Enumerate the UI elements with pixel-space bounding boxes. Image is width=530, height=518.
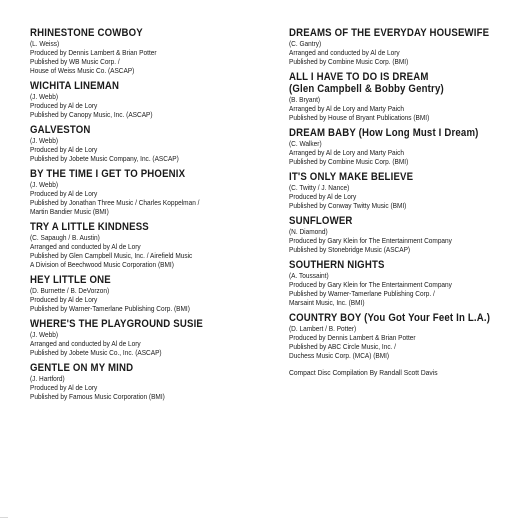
song-title-continued: (Glen Campbell & Bobby Gentry) xyxy=(289,83,444,95)
song-credit-line: Produced by Dennis Lambert & Brian Potter xyxy=(30,48,157,57)
left-column xyxy=(30,27,266,406)
song-title: GALVESTON xyxy=(30,124,91,136)
song-title: DREAMS OF THE EVERYDAY HOUSEWIFE xyxy=(289,27,490,39)
song-writers: (C. Gantry) xyxy=(289,39,322,48)
song-title: RHINESTONE COWBOY xyxy=(30,27,143,39)
song-entry xyxy=(289,259,525,307)
song-title: SUNFLOWER xyxy=(289,215,353,227)
song-entry xyxy=(30,80,266,119)
song-entry xyxy=(30,221,266,269)
song-credit-line: Published by Stonebridge Music (ASCAP) xyxy=(289,245,411,254)
right-column xyxy=(289,27,525,377)
song-writers: (J. Hartford) xyxy=(30,374,65,383)
song-writers: (L. Weiss) xyxy=(30,39,60,48)
song-credit-line: Duchess Music Corp. (MCA) (BMI) xyxy=(289,351,390,360)
song-credit-line: Arranged and conducted by Al de Lory xyxy=(289,48,400,57)
song-credit-line: Published by Conway Twitty Music (BMI) xyxy=(289,201,407,210)
song-credit-line: Produced by Gary Klein for The Entertainment Company xyxy=(289,236,452,245)
song-credit-line: Produced by Al de Lory xyxy=(30,295,98,304)
song-credit-line: Published by Canopy Music, Inc. (ASCAP) xyxy=(30,110,153,119)
song-title: HEY LITTLE ONE xyxy=(30,274,111,286)
song-credit-line: Published by WB Music Corp. / xyxy=(30,57,120,66)
song-entry xyxy=(30,168,266,216)
song-credit-line: Produced by Al de Lory xyxy=(30,189,98,198)
song-credit-line: Arranged by Al de Lory and Marty Paich xyxy=(289,104,404,113)
song-writers: (C. Sapaugh / B. Austin) xyxy=(30,233,100,242)
song-writers: (D. Lambert / B. Potter) xyxy=(289,324,357,333)
song-credit-line: Published by Warner-Tamerlane Publishing Corp. (BMI) xyxy=(30,304,190,313)
song-entry xyxy=(30,274,266,313)
song-writers: (A. Toussaint) xyxy=(289,271,329,280)
song-credit-line: A Division of Beechwood Music Corporation (BMI) xyxy=(30,260,174,269)
song-entry xyxy=(30,318,266,357)
song-title: IT'S ONLY MAKE BELIEVE xyxy=(289,171,414,183)
song-credit-line: Published by ABC Circle Music, Inc. / xyxy=(289,342,397,351)
song-title: TRY A LITTLE KINDNESS xyxy=(30,221,149,233)
song-credit-line: Arranged and conducted by Al de Lory xyxy=(30,339,141,348)
song-credit-line: Marsaint Music, Inc. (BMI) xyxy=(289,298,365,307)
song-title: SOUTHERN NIGHTS xyxy=(289,259,385,271)
song-credit-line: Published by Combine Music Corp. (BMI) xyxy=(289,57,409,66)
song-writers: (B. Bryant) xyxy=(289,95,321,104)
song-credit-line: Produced by Al de Lory xyxy=(30,145,98,154)
compilation-credit xyxy=(289,368,525,377)
song-credit-line: Produced by Al de Lory xyxy=(30,383,98,392)
song-entry xyxy=(289,71,525,122)
song-credit-line: Arranged and conducted by Al de Lory xyxy=(30,242,141,251)
song-entry xyxy=(289,127,525,166)
song-title: BY THE TIME I GET TO PHOENIX xyxy=(30,168,186,180)
compilation-credit-text: Compact Disc Compilation By Randall Scott Davis xyxy=(289,368,438,377)
song-title: GENTLE ON MY MIND xyxy=(30,362,134,374)
song-credit-line: Published by Warner-Tamerlane Publishing Corp. / xyxy=(289,289,435,298)
song-credit-line: Published by Jonathan Three Music / Charles Koppelman / xyxy=(30,198,200,207)
song-writers: (D. Burnette / B. DeVorzon) xyxy=(30,286,110,295)
song-credit-line: Published by Glen Campbell Music, Inc. / Airefield Music xyxy=(30,251,193,260)
song-entry xyxy=(30,124,266,163)
page-corner-mark xyxy=(0,509,8,518)
song-credit-line: Published by Famous Music Corporation (BMI) xyxy=(30,392,165,401)
song-title: WHERE'S THE PLAYGROUND SUSIE xyxy=(30,318,204,330)
song-credit-line: Published by Combine Music Corp. (BMI) xyxy=(289,157,409,166)
song-credit-line: Martin Bandier Music (BMI) xyxy=(30,207,109,216)
song-credit-line: House of Weiss Music Co. (ASCAP) xyxy=(30,66,135,75)
song-writers: (C. Walker) xyxy=(289,139,322,148)
song-credit-line: Produced by Al de Lory xyxy=(30,101,98,110)
song-writers: (J. Webb) xyxy=(30,180,59,189)
song-title: WICHITA LINEMAN xyxy=(30,80,120,92)
song-credit-line: Published by Jobete Music Company, Inc. (ASCAP) xyxy=(30,154,179,163)
song-credit-line: Arranged by Al de Lory and Marty Paich xyxy=(289,148,404,157)
song-credit-line: Published by Jobete Music Co., Inc. (ASCAP) xyxy=(30,348,162,357)
song-entry xyxy=(289,215,525,254)
song-credit-line: Published by House of Bryant Publications (BMI) xyxy=(289,113,430,122)
song-credit-line: Produced by Al de Lory xyxy=(289,192,357,201)
song-title: COUNTRY BOY (You Got Your Feet In L.A.) xyxy=(289,312,491,324)
song-writers: (J. Webb) xyxy=(30,136,59,145)
song-writers: (C. Twitty / J. Nance) xyxy=(289,183,350,192)
song-entry xyxy=(289,171,525,210)
song-credit-line: Produced by Gary Klein for The Entertainment Company xyxy=(289,280,452,289)
song-credit-line: Produced by Dennis Lambert & Brian Potter xyxy=(289,333,416,342)
song-entry xyxy=(289,27,525,66)
song-writers: (N. Diamond) xyxy=(289,227,328,236)
song-entry xyxy=(30,362,266,401)
song-entry xyxy=(289,312,525,360)
song-writers: (J. Webb) xyxy=(30,330,59,339)
song-title: ALL I HAVE TO DO IS DREAM xyxy=(289,71,429,83)
song-entry xyxy=(30,27,266,75)
song-title: DREAM BABY (How Long Must I Dream) xyxy=(289,127,479,139)
song-writers: (J. Webb) xyxy=(30,92,59,101)
